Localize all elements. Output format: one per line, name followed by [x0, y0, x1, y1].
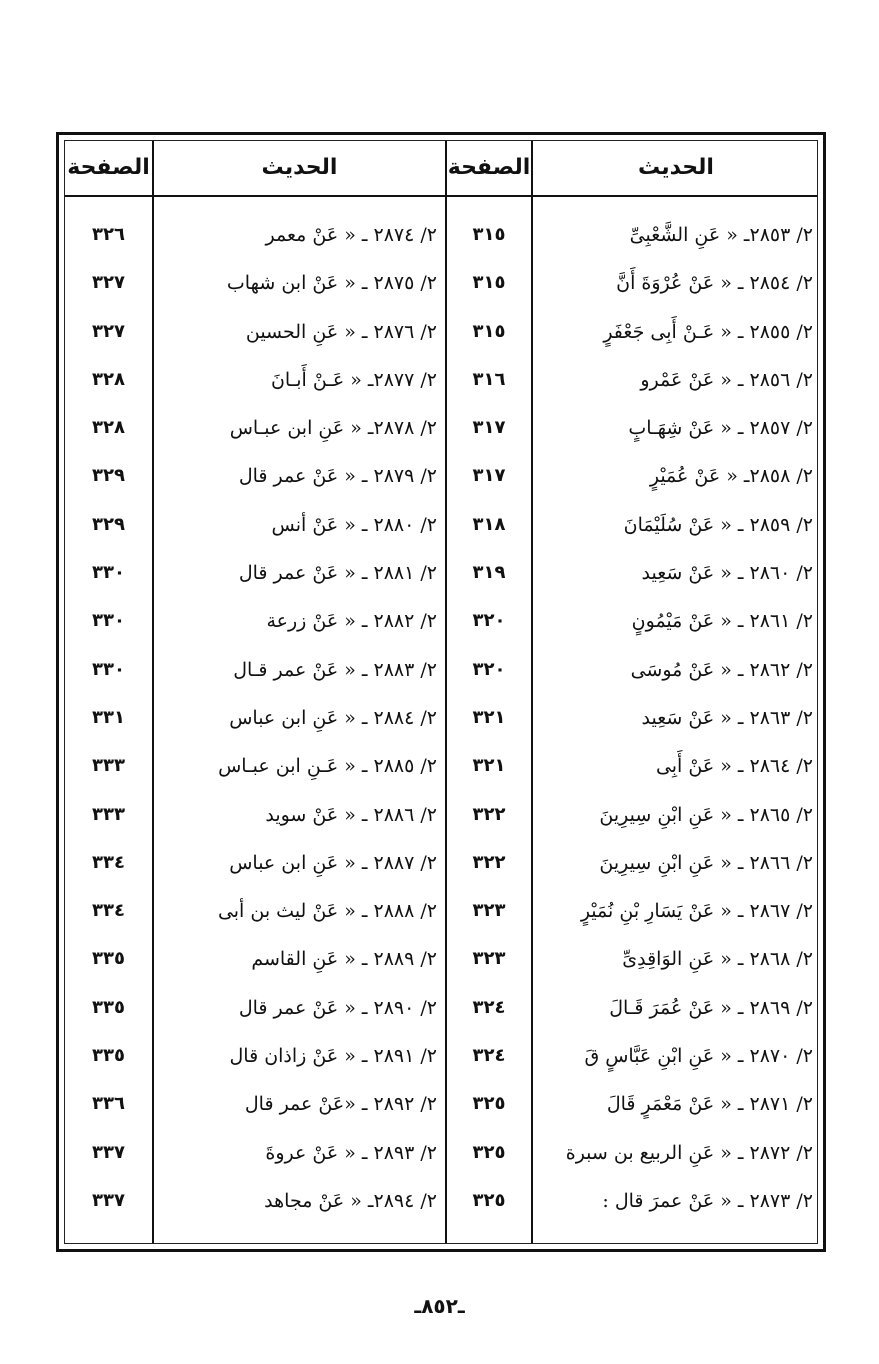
left-page-number: ٣٣٠ — [92, 658, 125, 680]
left-page-header: الصفحة — [67, 155, 150, 180]
table-row — [65, 597, 817, 645]
left-page-number: ٣٢٧ — [92, 272, 125, 294]
table-row — [65, 356, 817, 404]
left-hadith-entry: ٢/ ٢٨٧٤ ـ « عَنْ معمر — [265, 224, 437, 246]
left-page-number: ٣٣٥ — [92, 996, 125, 1018]
right-hadith-entry: ٢/ ٢٨٧١ ـ « عَنْ مَعْمَرٍ قَالَ — [606, 1093, 813, 1116]
left-hadith-entry: ٢/ ٢٨٧٦ ـ « عَنِ الحسين — [245, 320, 437, 343]
right-hadith-entry: ٢/ ٢٨٦٧ ـ « عَنْ يَسَارِ بْنِ نُمَيْرٍ — [580, 900, 813, 923]
left-page-number: ٣٢٨ — [92, 417, 125, 439]
left-page-number: ٣٢٩ — [92, 513, 125, 535]
right-hadith-entry: ٢/ ٢٨٦٤ ـ « عَنْ أَبِى — [655, 755, 813, 778]
page-number: ـ٨٥٢ـ — [414, 1294, 465, 1318]
left-page-number: ٣٣٧ — [92, 1141, 125, 1163]
right-page-number: ٣٢٥ — [472, 1189, 506, 1211]
index-table-frame — [56, 132, 826, 1252]
table-row — [65, 887, 817, 935]
table-row — [65, 1129, 817, 1177]
table-row — [65, 308, 817, 356]
left-hadith-entry: ٢/ ٢٨٩٠ ـ « عَنْ عمر قال — [238, 996, 437, 1019]
table-row — [65, 742, 817, 790]
left-page-number: ٣٣٠ — [92, 610, 125, 632]
right-page-number: ٣١٥ — [472, 272, 506, 294]
left-page-number: ٣٣٥ — [92, 948, 125, 970]
left-hadith-entry: ٢/ ٢٨٩٤ـ « عَنْ مجاهد — [264, 1189, 437, 1212]
right-page-number: ٣٢١ — [472, 755, 506, 777]
left-page-number: ٣٢٨ — [92, 368, 125, 390]
left-hadith-entry: ٢/ ٢٨٨٥ ـ « عَـنِ ابن عبـاس — [218, 755, 437, 778]
table-row — [65, 646, 817, 694]
right-hadith-entry: ٢/ ٢٨٦٣ ـ « عَنْ سَعِيد — [641, 706, 813, 729]
left-hadith-entry: ٢/ ٢٨٩٢ ـ «عَنْ عمر قال — [244, 1093, 437, 1116]
left-hadith-entry: ٢/ ٢٨٧٧ـ « عَـنْ أَبـانَ — [270, 368, 437, 391]
left-page-number: ٣٢٧ — [92, 320, 125, 342]
right-hadith-entry: ٢/ ٢٨٦٨ ـ « عَنِ الوَاقِدِىِّ — [622, 948, 813, 971]
left-page-number: ٣٣١ — [92, 706, 125, 728]
left-page-number: ٣٣٣ — [92, 755, 125, 777]
right-hadith-entry: ٢/ ٢٨٥٤ ـ « عَنْ عُرْوَةَ أَنَّ — [616, 272, 813, 295]
table-row — [65, 211, 817, 259]
right-page-number: ٣٢٣ — [472, 948, 506, 970]
right-page-number: ٣٢٤ — [472, 1045, 506, 1067]
right-page-number: ٣١٧ — [472, 417, 506, 439]
right-page-number: ٣١٥ — [472, 320, 506, 342]
left-hadith-entry: ٢/ ٢٨٩٣ ـ « عَنْ عروةَ — [265, 1141, 437, 1164]
table-row — [65, 549, 817, 597]
right-page-number: ٣٢٥ — [472, 1093, 506, 1115]
left-page-number: ٣٣٤ — [92, 851, 125, 873]
right-hadith-entry: ٢/ ٢٨٦٩ ـ « عَنْ عُمَرَ قَـالَ — [609, 996, 813, 1019]
left-hadith-entry: ٢/ ٢٨٨٠ ـ « عَنْ أنس — [271, 513, 437, 536]
table-row — [65, 984, 817, 1032]
table-row — [65, 452, 817, 500]
right-hadith-entry: ٢/ ٢٨٥٦ ـ « عَنْ عَمْرو — [640, 368, 813, 391]
right-hadith-entry: ٢/ ٢٨٦١ ـ « عَنْ مَيْمُونٍ — [631, 610, 813, 633]
left-page-number: ٣٣٦ — [92, 1093, 125, 1115]
right-hadith-entry: ٢/ ٢٨٦٠ ـ « عَنْ سَعِيد — [641, 562, 813, 585]
left-page-number: ٣٢٦ — [92, 224, 125, 245]
right-hadith-entry: ٢/ ٢٨٧٢ ـ « عَنِ الربيع بن سبرة — [565, 1141, 813, 1164]
left-page-number: ٣٢٩ — [92, 465, 125, 487]
right-page-number: ٣١٩ — [472, 562, 506, 584]
right-page-number: ٣٢٣ — [472, 900, 506, 922]
left-hadith-entry: ٢/ ٢٨٨١ ـ « عَنْ عمر قال — [238, 562, 437, 585]
left-hadith-header: الحديث — [261, 155, 338, 180]
right-page-number: ٣٢٤ — [472, 996, 506, 1018]
index-table — [64, 140, 818, 1244]
right-hadith-entry: ٢/ ٢٨٦٢ ـ « عَنْ مُوسَى — [630, 658, 813, 681]
right-hadith-entry: ٢/ ٢٨٥٥ ـ « عَـنْ أَبِى جَعْفَرٍ — [603, 320, 813, 343]
table-row — [65, 694, 817, 742]
left-hadith-entry: ٢/ ٢٨٨٧ ـ « عَنِ ابن عباس — [229, 851, 437, 874]
left-hadith-entry: ٢/ ٢٨٨٣ ـ « عَنْ عمر قـال — [233, 658, 437, 681]
table-row — [65, 404, 817, 452]
table-row — [65, 1177, 817, 1225]
right-page-number: ٣٢٠ — [472, 658, 506, 680]
right-page-number: ٣٢٢ — [472, 851, 506, 873]
left-hadith-entry: ٢/ ٢٨٧٩ ـ « عَنْ عمر قال — [238, 465, 437, 488]
left-page-number: ٣٣٤ — [92, 900, 125, 922]
right-page-number: ٣١٧ — [472, 465, 506, 487]
left-hadith-entry: ٢/ ٢٨٨٨ ـ « عَنْ ليث بن أبى — [217, 900, 437, 923]
left-page-number: ٣٣٠ — [92, 562, 125, 584]
left-hadith-entry: ٢/ ٢٨٨٤ ـ « عَنِ ابن عباس — [229, 706, 437, 729]
right-hadith-entry: ٢/ ٢٨٥٣ـ « عَنِ الشَّعْبِىِّ — [629, 224, 813, 246]
left-hadith-entry: ٢/ ٢٨٨٦ ـ « عَنْ سويد — [265, 803, 437, 826]
right-hadith-entry: ٢/ ٢٨٦٦ ـ « عَنِ ابْنِ سِيرِينَ — [599, 851, 813, 874]
table-row — [65, 1032, 817, 1080]
left-page-number: ٣٣٧ — [92, 1189, 125, 1211]
table-row — [65, 501, 817, 549]
right-hadith-entry: ٢/ ٢٨٥٧ ـ « عَنْ شِهَـابٍ — [628, 417, 813, 440]
right-hadith-header: الحديث — [638, 155, 714, 180]
right-page-number: ٣٢٥ — [472, 1141, 506, 1163]
table-row — [65, 791, 817, 839]
left-page-number: ٣٣٣ — [92, 803, 125, 825]
right-page-number: ٣١٥ — [472, 224, 506, 245]
header-divider — [65, 195, 817, 197]
left-hadith-entry: ٢/ ٢٨٨٢ ـ « عَنْ زرعة — [266, 610, 437, 633]
table-row — [65, 1080, 817, 1128]
table-row — [65, 259, 817, 307]
right-page-number: ٣٢٢ — [472, 803, 506, 825]
right-page-number: ٣١٦ — [472, 368, 506, 390]
right-hadith-entry: ٢/ ٢٨٥٩ ـ « عَنْ سُلَيْمَانَ — [623, 513, 813, 536]
left-page-number: ٣٣٥ — [92, 1045, 125, 1067]
right-hadith-entry: ٢/ ٢٨٧٣ ـ « عَنْ عمرَ قال : — [602, 1189, 813, 1212]
left-hadith-entry: ٢/ ٢٨٩١ ـ « عَنْ زاذان قال — [229, 1045, 437, 1068]
right-page-number: ٣٢١ — [472, 706, 506, 728]
left-hadith-entry: ٢/ ٢٨٧٥ ـ « عَنْ ابن شهاب — [226, 272, 437, 295]
table-body — [65, 211, 817, 1225]
right-hadith-entry: ٢/ ٢٨٦٥ ـ « عَنِ ابْنِ سِيرِينَ — [599, 803, 813, 826]
right-page-header: الصفحة — [447, 155, 531, 180]
right-page-number: ٣١٨ — [472, 513, 506, 535]
table-row — [65, 935, 817, 983]
right-hadith-entry: ٢/ ٢٨٧٠ ـ « عَنِ ابْنِ عَبَّاسٍ قَ — [584, 1045, 813, 1068]
left-hadith-entry: ٢/ ٢٨٧٨ـ « عَنِ ابن عبـاس — [229, 417, 437, 440]
right-hadith-entry: ٢/ ٢٨٥٨ـ « عَنْ عُمَيْرٍ — [649, 465, 813, 488]
left-hadith-entry: ٢/ ٢٨٨٩ ـ « عَنِ القاسم — [251, 948, 437, 971]
right-page-number: ٣٢٠ — [472, 610, 506, 632]
table-row — [65, 839, 817, 887]
